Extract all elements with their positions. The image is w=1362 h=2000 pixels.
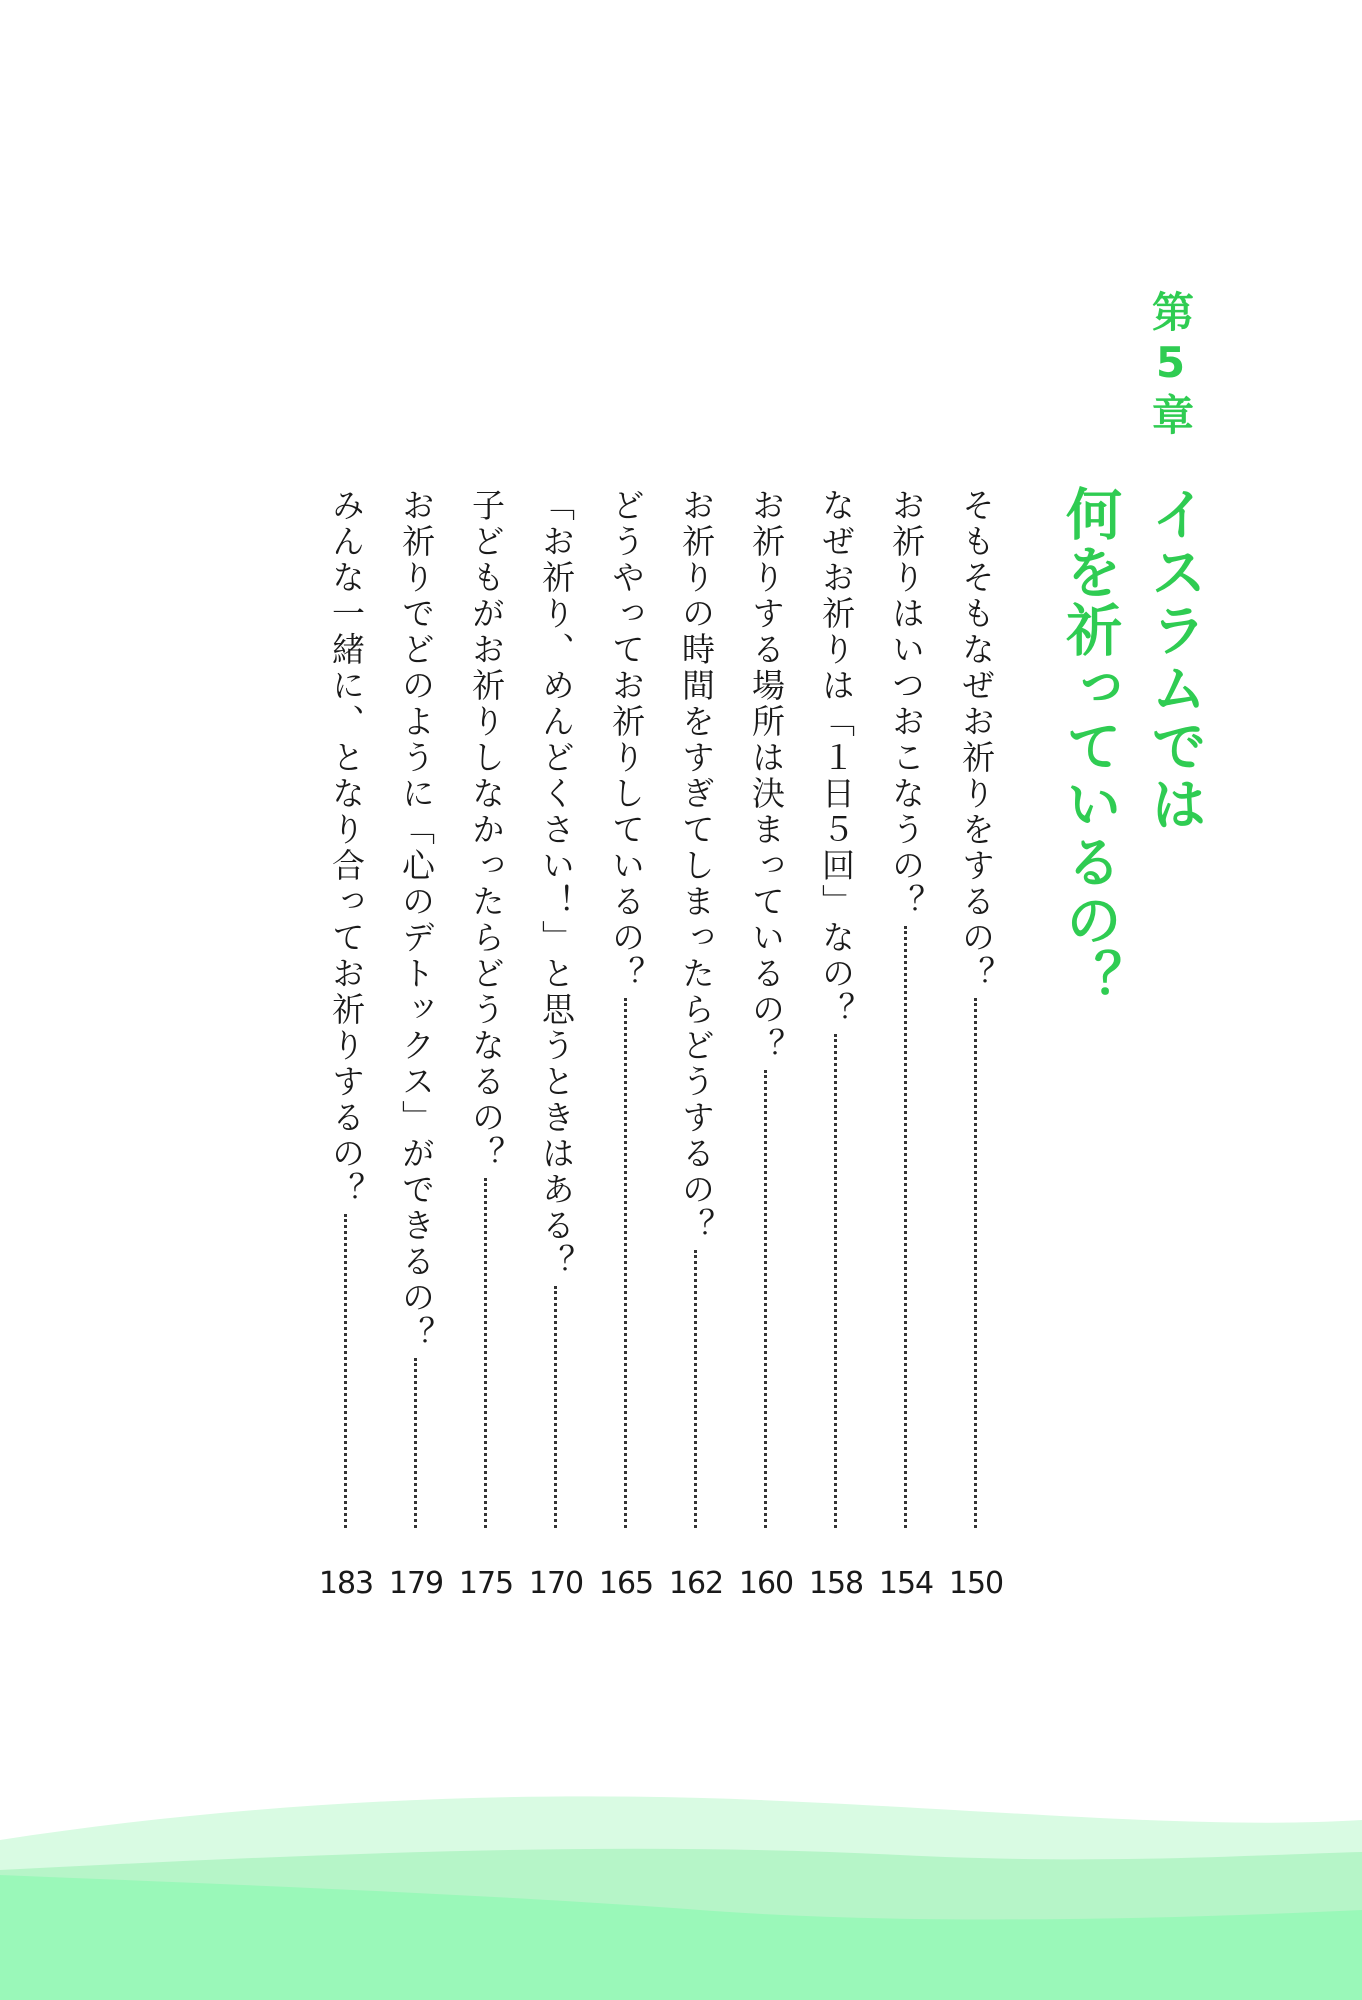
toc-leader-dots (344, 1214, 347, 1528)
chapter-label: 第5章 (1146, 290, 1195, 441)
toc-entry[interactable] (390, 488, 442, 1618)
toc-leader-dots (414, 1358, 417, 1528)
toc-leader-dots (624, 998, 627, 1528)
toc-entry-title: お祈りする場所は決まっているの？ (747, 488, 786, 1064)
toc-entry-title: 子どもがお祈りしなかったらどうなるの？ (467, 488, 506, 1172)
chapter-title-line2: 何を祈っているの？ (1057, 485, 1122, 1007)
toc-entry-title: どうやってお祈りしているの？ (607, 488, 646, 992)
toc-entry-title: お祈りはいつおこなうの？ (887, 488, 926, 920)
toc-entry-text (460, 488, 512, 1528)
toc-leader-dots (834, 1034, 837, 1528)
toc-entry-title: みんな一緒に、となり合ってお祈りするの？ (327, 488, 366, 1208)
toc-entry[interactable] (740, 488, 792, 1618)
toc-entry[interactable] (810, 488, 862, 1618)
toc-entry-title: そもそもなぜお祈りをするの？ (957, 488, 996, 992)
toc-entry[interactable] (600, 488, 652, 1618)
toc-entry-text (880, 488, 932, 1528)
toc-entry-title: なぜお祈りは「１日５回」なの？ (817, 488, 856, 1028)
toc-leader-dots (554, 1286, 557, 1528)
toc-entry-title: お祈りでどのように「心のデトックス」ができるの？ (397, 488, 436, 1352)
toc-entry-text (530, 488, 582, 1528)
toc-leader-dots (484, 1178, 487, 1528)
toc-entry-text (810, 488, 862, 1528)
toc-entry-title: 「お祈り、めんどくさい！」と思うときはある？ (537, 488, 576, 1280)
toc-entry-text (600, 488, 652, 1528)
toc-leader-dots (904, 926, 907, 1528)
toc-page-number: 160 (738, 1566, 794, 1601)
toc-entry[interactable] (670, 488, 722, 1618)
toc-leader-dots (974, 998, 977, 1528)
toc-entry-title: お祈りの時間をすぎてしまったらどうするの？ (677, 488, 716, 1244)
toc-page-number: 150 (948, 1566, 1004, 1601)
toc-entry[interactable] (530, 488, 582, 1618)
toc-entry[interactable] (320, 488, 372, 1618)
toc-page-number: 162 (668, 1566, 724, 1601)
toc-entry[interactable] (880, 488, 932, 1618)
toc-entry[interactable] (950, 488, 1002, 1618)
toc-page-number: 179 (388, 1566, 444, 1601)
toc-leader-dots (694, 1250, 697, 1528)
toc-entry[interactable] (460, 488, 512, 1618)
toc-page-number: 165 (598, 1566, 654, 1601)
toc-page-number: 175 (458, 1566, 514, 1601)
toc-page-number: 158 (808, 1566, 864, 1601)
toc-leader-dots (764, 1070, 767, 1528)
toc-page-number: 183 (318, 1566, 374, 1601)
toc-entry-text (950, 488, 1002, 1528)
toc-page-number: 154 (878, 1566, 934, 1601)
toc-entry-text (740, 488, 792, 1528)
chapter-title-line1: イスラムでは (1142, 485, 1207, 833)
wave-decoration (0, 1760, 1362, 2000)
toc-entry-text (390, 488, 442, 1528)
toc-entry-text (320, 488, 372, 1528)
toc-page-number: 170 (528, 1566, 584, 1601)
toc-entry-text (670, 488, 722, 1528)
